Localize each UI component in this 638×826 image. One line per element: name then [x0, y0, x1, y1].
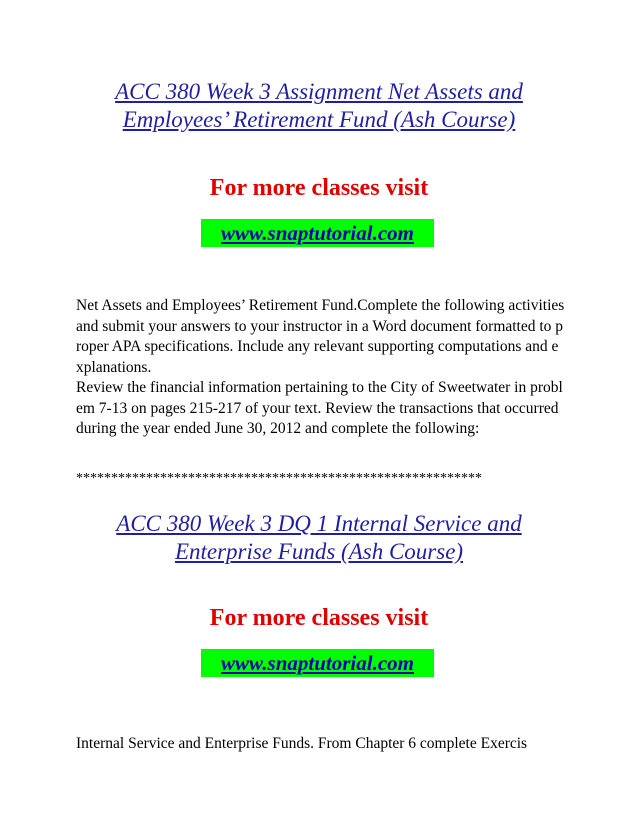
assignment-title-line-2[interactable]	[0, 106, 638, 134]
promo-text-1: For more classes visit	[209, 175, 429, 201]
dq-description-1: Internal Service and Enterprise Funds. From Chapter 6 complete Exercis	[76, 735, 528, 752]
website-link-2[interactable]: www.snaptutorial.com	[221, 651, 414, 675]
dq-title-line-1[interactable]	[0, 510, 638, 538]
assignment-description-1: Net Assets and Employees’ Retirement Fund.Complete the following activities and submit your answers to your instructor in a Word document formatted to proper APA specifications. Include any relevant supporting computations and explanations.	[76, 297, 565, 376]
dq-title-link-1[interactable]: ACC 380 Week 3 DQ 1 Internal Service and	[116, 511, 522, 536]
separator-line: **********************************************************	[76, 471, 482, 486]
promo-text-2: For more classes visit	[209, 605, 429, 631]
assignment-title-line-1[interactable]	[0, 78, 638, 106]
website-link-1[interactable]: www.snaptutorial.com	[221, 221, 414, 245]
url-highlight-1[interactable]	[201, 219, 434, 247]
assignment-title-link-1[interactable]: ACC 380 Week 3 Assignment Net Assets and	[115, 79, 523, 104]
dq-title-link-2[interactable]: Enterprise Funds (Ash Course)	[174, 539, 464, 564]
url-highlight-2[interactable]	[201, 649, 434, 677]
dq-title-line-2[interactable]	[0, 538, 638, 566]
assignment-description-2: Review the financial information pertaining to the City of Sweetwater in problem 7-13 on pages 215-217 of your text. Review the transactions that occurred during the year ended June 30, 2012 and complete the following:	[76, 379, 563, 437]
assignment-title-link-2[interactable]: Employees’ Retirement Fund (Ash Course)	[122, 107, 516, 132]
